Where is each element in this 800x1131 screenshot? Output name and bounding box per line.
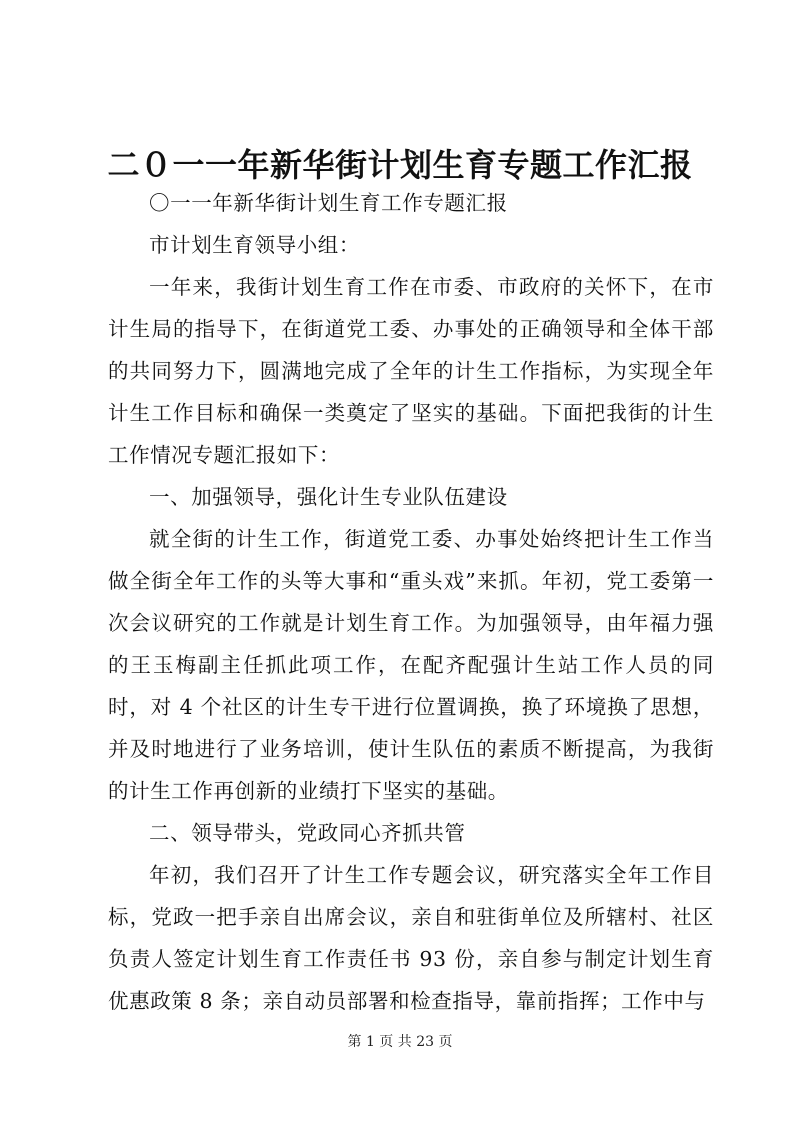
paragraph-salutation: 市计划生育领导小组： xyxy=(149,233,360,257)
paragraph-subtitle: 〇一一年新华街计划生育工作专题汇报 xyxy=(149,191,508,215)
document-body xyxy=(108,182,714,1022)
section-heading-1: 一、加强领导，强化计生专业队伍建设 xyxy=(149,485,508,509)
section-heading-2: 二、领导带头，党政同心齐抓共管 xyxy=(149,821,466,845)
document-title: 二０一一年新华街计划生育专题工作汇报 xyxy=(107,146,693,184)
paragraph-section-2: 年初，我们召开了计生工作专题会议，研究落实全年工作目标，党政一把手亲自出席会议，亲自和驻街单位及所辖村、社区负责人签定计划生育工作责任书 93 份，亲自参与制定计划生育优惠政策 8 条；亲自动员部署和检查指导，靠前指挥；工作中与 xyxy=(108,863,714,1013)
paragraph-section-1: 就全街的计生工作，街道党工委、办事处始终把计生工作当做全街全年工作的头等大事和“重头戏”来抓。年初，党工委第一次会议研究的工作就是计划生育工作。为加强领导，由年福力强的王玉梅副主任抓此项工作，在配齐配强计生站工作人员的同时，对 4 个社区的计生专干进行位置调换，换了环境换了思想，并及时地进行了业务培训，使计生队伍的素质不断提高，为我街的计生工作再创新的业绩打下坚实的基础。 xyxy=(108,527,714,803)
page-number-footer: 第 1 页 共 23 页 xyxy=(347,1034,453,1050)
paragraph-intro: 一年来，我街计划生育工作在市委、市政府的关怀下，在市计生局的指导下，在街道党工委、办事处的正确领导和全体干部的共同努力下，圆满地完成了全年的计生工作指标，为实现全年计生工作目标和确保一类奠定了坚实的基础。下面把我街的计生工作情况专题汇报如下： xyxy=(108,275,714,467)
